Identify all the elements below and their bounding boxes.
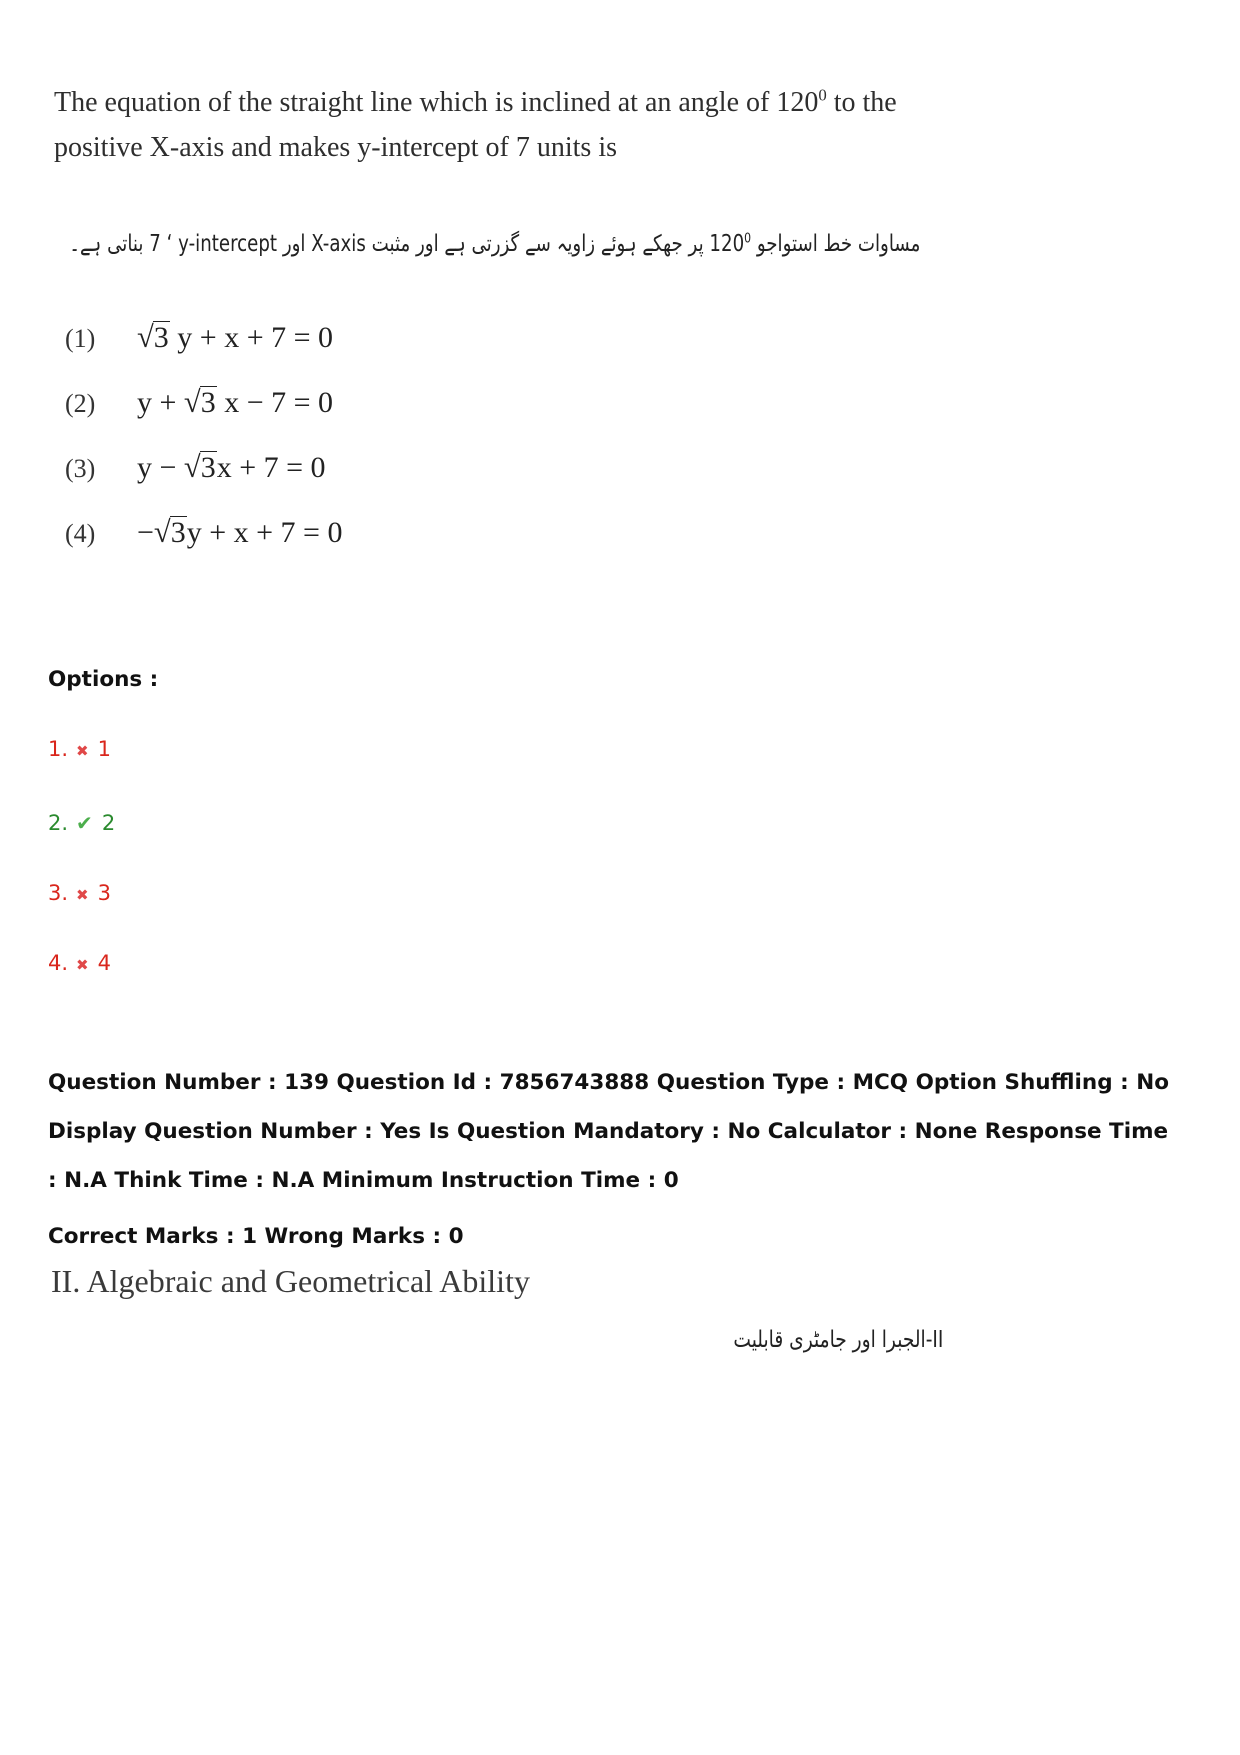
option-item-4: [48, 948, 111, 978]
field-separator: :: [364, 1119, 373, 1144]
degree-superscript: 0: [743, 230, 751, 247]
field-separator: :: [483, 1070, 493, 1095]
radicand: 3: [200, 451, 216, 484]
field-separator: :: [836, 1070, 846, 1095]
option-value: 3: [97, 881, 111, 905]
meta-minimum-instruction-time: [322, 1168, 679, 1193]
cross-icon: [76, 739, 89, 760]
square-root-symbol: √: [153, 515, 171, 549]
option-value: 4: [97, 951, 111, 975]
field-separator: :: [647, 1168, 657, 1193]
option-number: 4.: [48, 951, 69, 975]
option-item-3: [48, 878, 111, 908]
check-icon: [76, 813, 93, 834]
field-separator: :: [267, 1070, 277, 1095]
question-text: The equation of the straight line which is inclined at an angle of 120: [54, 87, 819, 118]
urdu-text-end: پر جھکے ہوئے زاویہ سے گزرتی ہے اور مثبت X-axis اور y-intercept‏ ‘ 7 بناتی ہے۔: [69, 231, 710, 257]
field-value: No: [1136, 1070, 1169, 1095]
field-label: Question Id: [336, 1070, 477, 1095]
meta-display-question-number: [48, 1119, 421, 1144]
field-value: N.A: [64, 1168, 107, 1193]
field-value: Yes: [380, 1119, 422, 1144]
question-text-tail: to the: [826, 87, 897, 118]
question-text-line-2: positive X-axis and makes y-intercept of 7 units is: [54, 132, 617, 163]
urdu-text-start: مساوات خط استواجو 120: [709, 231, 920, 257]
field-value: 139: [284, 1070, 329, 1095]
option-number: 2.: [48, 811, 69, 835]
field-separator: :: [225, 1224, 235, 1249]
equation-pre: y +: [137, 386, 184, 419]
radicand: 3: [200, 386, 216, 419]
equation: [137, 451, 326, 484]
option-item-1: [48, 734, 111, 764]
field-separator: :: [1120, 1070, 1129, 1095]
equation: [137, 386, 333, 419]
field-separator: :: [898, 1119, 908, 1144]
field-value: 7856743888: [499, 1070, 650, 1095]
field-value: 0: [448, 1224, 464, 1249]
field-label: Question Type: [656, 1070, 830, 1095]
question-text-line-1: [54, 80, 897, 125]
field-separator: :: [48, 1168, 57, 1193]
equation-pre: y −: [137, 451, 184, 484]
field-value: MCQ: [852, 1070, 909, 1095]
option-value: 1: [97, 737, 111, 761]
equation-post: y + x + 7 = 0: [186, 516, 343, 549]
meta-calculator: [768, 1119, 978, 1144]
choice-label: (2): [65, 389, 96, 418]
field-label: Option Shuffling: [915, 1070, 1113, 1095]
field-value: 1: [242, 1224, 258, 1249]
question-text-urdu: [67, 220, 920, 268]
square-root-symbol: √: [183, 385, 201, 419]
option-value: 2: [101, 811, 116, 835]
degree-superscript: 0: [818, 85, 827, 105]
meta-option-shuffling: [916, 1070, 1169, 1095]
meta-question-type: [657, 1070, 908, 1095]
equation: [137, 321, 333, 354]
radicand: 3: [153, 321, 169, 354]
marks-info: [48, 1212, 464, 1262]
urdu-section-text: II-الجبرا اور جامٹری قابلیت: [733, 1326, 943, 1353]
field-label: Wrong Marks: [264, 1224, 426, 1249]
choice-row-1: [65, 312, 333, 362]
choice-label: (4): [65, 519, 96, 548]
section-title-urdu: [731, 1319, 943, 1361]
cross-icon: [76, 953, 89, 974]
choice-label: (3): [65, 454, 96, 483]
question-metadata: [48, 1058, 1213, 1205]
field-label: Is Question Mandatory: [428, 1119, 704, 1144]
field-label: Correct Marks: [48, 1224, 219, 1249]
field-value: None: [914, 1119, 978, 1144]
equation-post: y + x + 7 = 0: [169, 321, 334, 354]
field-value: 0: [663, 1168, 679, 1193]
field-label: Minimum Instruction Time: [321, 1168, 641, 1193]
option-number: 1.: [48, 737, 69, 761]
choice-row-2: [65, 377, 333, 427]
field-separator: :: [432, 1224, 442, 1249]
meta-question-number: [48, 1070, 329, 1095]
square-root-symbol: √: [183, 450, 201, 484]
wrong-marks: [265, 1224, 464, 1249]
section-title: II. Algebraic and Geometrical Ability: [51, 1263, 530, 1299]
field-value: No: [727, 1119, 761, 1144]
field-label: Question Number: [48, 1070, 261, 1095]
choice-row-3: [65, 442, 326, 492]
option-number: 3.: [48, 881, 69, 905]
equation-post: x − 7 = 0: [216, 386, 334, 419]
option-item-2: [48, 808, 115, 838]
field-label: Think Time: [114, 1168, 248, 1193]
field-separator: :: [711, 1119, 721, 1144]
urdu-text: [69, 220, 920, 268]
choice-row-4: [65, 507, 342, 557]
radicand: 3: [170, 516, 186, 549]
field-label: Calculator: [767, 1119, 892, 1144]
meta-is-question-mandatory: [429, 1119, 761, 1144]
equation-pre: −: [137, 516, 154, 549]
correct-marks: [48, 1224, 257, 1249]
choice-label: (1): [65, 324, 96, 353]
equation-post: x + 7 = 0: [216, 451, 326, 484]
field-separator: :: [255, 1168, 264, 1193]
field-label: Display Question Number: [48, 1119, 357, 1144]
field-value: N.A: [271, 1168, 315, 1193]
square-root-symbol: √: [137, 320, 154, 354]
options-heading: Options :: [48, 667, 159, 692]
field-label: Response Time: [984, 1119, 1169, 1144]
meta-question-id: [336, 1070, 649, 1095]
cross-icon: [76, 883, 89, 904]
meta-think-time: [114, 1168, 314, 1193]
equation: [137, 516, 342, 549]
